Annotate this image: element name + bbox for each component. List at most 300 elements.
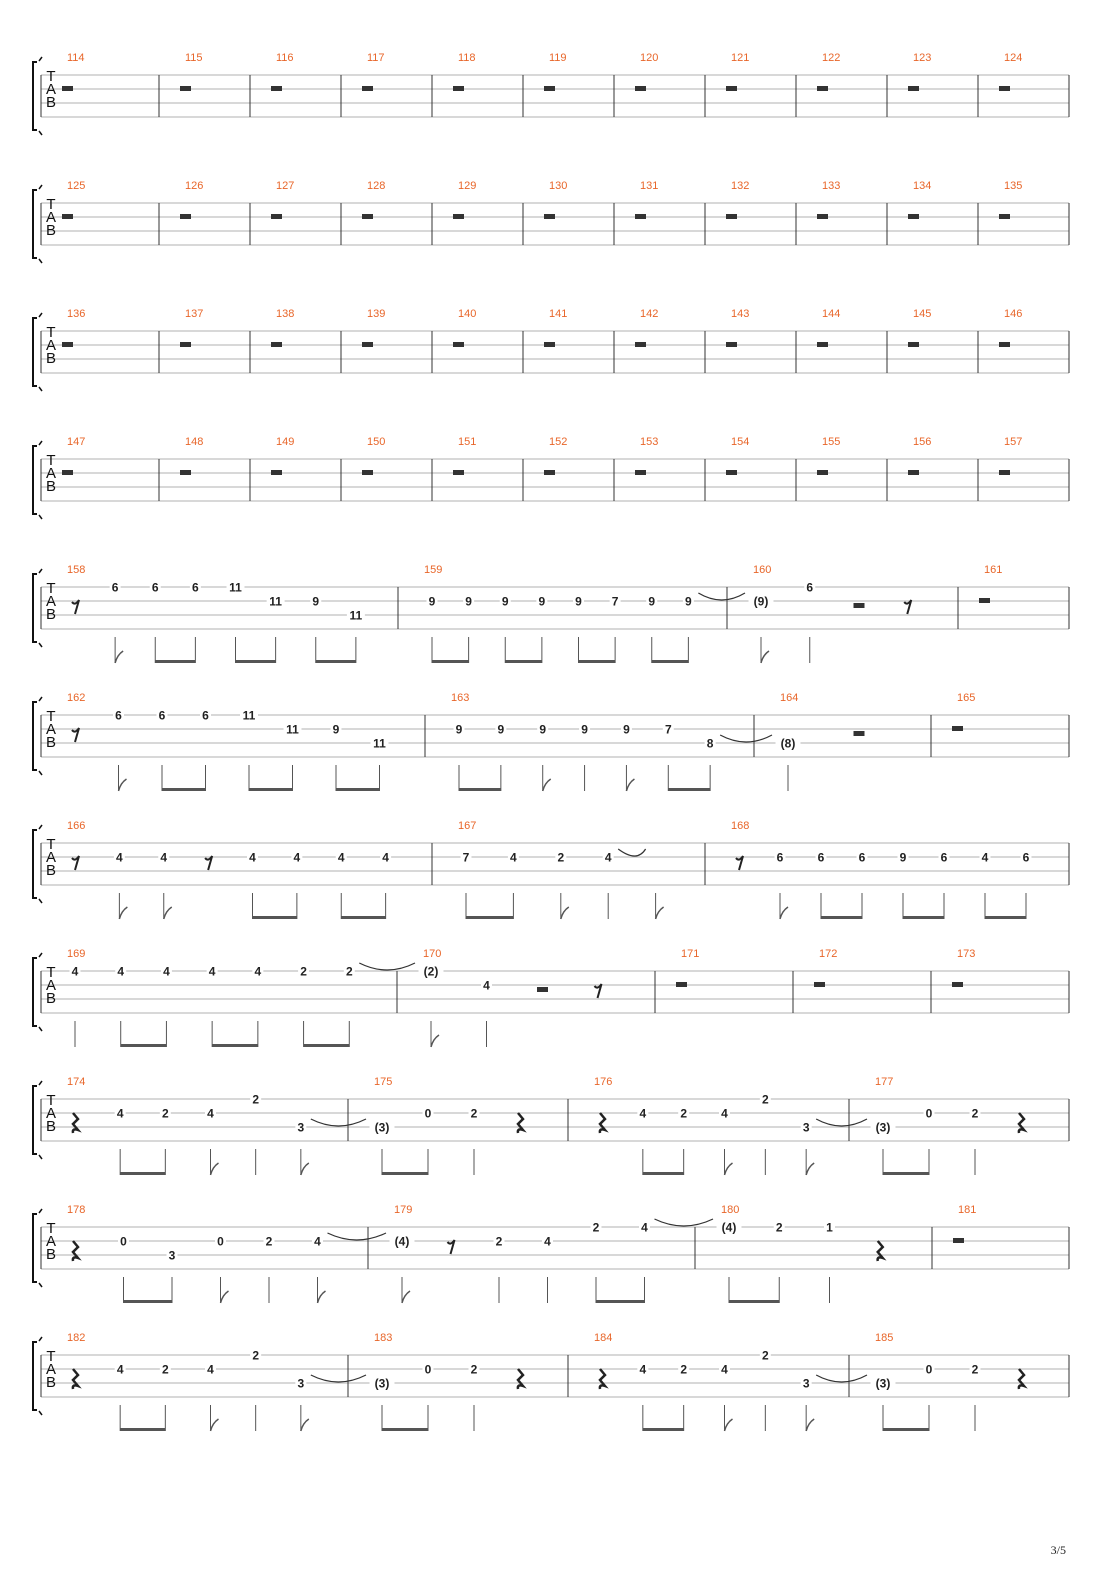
fret-number: 1: [826, 1220, 833, 1235]
measure-number: 160: [753, 564, 772, 576]
fret-number: 2: [265, 1234, 273, 1249]
fret-number: 2: [470, 1106, 478, 1121]
measure-number: 141: [549, 308, 568, 320]
fret-number: 2: [345, 964, 353, 979]
beam: [652, 660, 689, 663]
tab-clef-letter: B: [45, 1118, 57, 1135]
fret-number: 2: [971, 1362, 979, 1377]
fret-number: 9: [501, 594, 509, 609]
tie-arc: [698, 593, 745, 600]
eighth-flag: [301, 1163, 309, 1175]
beam: [643, 1172, 684, 1175]
fret-number: 9: [312, 594, 320, 609]
whole-rest: [271, 214, 282, 219]
fret-number: 2: [252, 1348, 260, 1363]
whole-rest: [999, 214, 1010, 219]
fret-number: 4: [544, 1234, 551, 1249]
fret-number: 9: [623, 722, 630, 737]
measure-number: 177: [875, 1076, 894, 1088]
system-bracket: [33, 958, 37, 1026]
measure-number: 135: [1004, 180, 1023, 192]
system-bracket: [33, 1214, 37, 1282]
bracket-hook-top: [39, 441, 42, 445]
fret-number: 11: [349, 608, 363, 623]
system-bracket: [33, 62, 37, 130]
measure-number: 158: [67, 564, 86, 576]
fret-number: (3): [875, 1120, 891, 1135]
quarter-rest: [73, 1113, 78, 1133]
bracket-hook-top: [39, 57, 42, 61]
measure-number: 138: [276, 308, 295, 320]
bracket-hook-top: [39, 313, 42, 317]
fret-number: 2: [161, 1106, 169, 1121]
measure-number: 178: [67, 1204, 86, 1216]
tab-clef-letter: T: [46, 836, 56, 853]
eighth-flag: [431, 1035, 439, 1047]
whole-rest: [62, 342, 73, 347]
tab-clef-letter: T: [46, 196, 56, 213]
fret-number: 4: [116, 850, 123, 865]
tab-clef-letter: A: [45, 1105, 57, 1122]
fret-number: 4: [639, 1106, 647, 1121]
eighth-flag: [626, 779, 634, 791]
beam: [821, 916, 862, 919]
measure-number: 150: [367, 436, 386, 448]
fret-number: 9: [455, 722, 463, 737]
measure-number: 185: [875, 1332, 894, 1344]
whole-rest: [544, 214, 555, 219]
measure-number: 164: [780, 692, 799, 704]
measure-number: 148: [185, 436, 204, 448]
fret-number: (4): [721, 1220, 737, 1235]
fret-number: 4: [337, 850, 345, 865]
measure-number: 168: [731, 820, 750, 832]
fret-number: 4: [293, 850, 301, 865]
eighth-rest: [904, 600, 911, 614]
beam: [668, 788, 710, 791]
quarter-rest: [1019, 1369, 1024, 1389]
fret-number: 0: [217, 1234, 224, 1249]
measure-number: 153: [640, 436, 659, 448]
whole-rest: [180, 470, 191, 475]
fret-number: 11: [242, 708, 256, 723]
bracket-hook-top: [39, 953, 42, 957]
eighth-rest: [736, 856, 743, 870]
fret-number: 11: [269, 594, 282, 609]
tie-arc: [816, 1375, 867, 1382]
whole-rest: [271, 342, 282, 347]
fret-number: (9): [753, 594, 769, 609]
measure-number: 133: [822, 180, 841, 192]
fret-number: 4: [207, 1362, 214, 1377]
beam: [304, 1044, 350, 1047]
tab-clef-letter: B: [45, 606, 57, 623]
fret-number: 4: [254, 964, 262, 979]
whole-rest: [180, 214, 191, 219]
bracket-hook-bottom: [39, 387, 42, 391]
beam: [466, 916, 513, 919]
fret-number: 6: [115, 708, 122, 723]
whole-rest: [999, 342, 1010, 347]
beam: [336, 788, 380, 791]
bracket-hook-top: [39, 185, 42, 189]
whole-rest: [999, 86, 1010, 91]
eighth-rest: [72, 856, 79, 870]
measure-number: 130: [549, 180, 568, 192]
eighth-rest: [205, 856, 212, 870]
fret-number: 4: [160, 850, 168, 865]
fret-number: 9: [581, 722, 588, 737]
beam: [883, 1172, 929, 1175]
whole-rest: [908, 86, 919, 91]
tab-clef-letter: T: [46, 68, 56, 85]
whole-rest: [271, 470, 282, 475]
eighth-flag: [119, 779, 127, 791]
measure-number: 152: [549, 436, 568, 448]
measure-number: 118: [458, 52, 476, 64]
measure-number: 156: [913, 436, 932, 448]
fret-number: 4: [163, 964, 170, 979]
fret-number: 6: [940, 850, 948, 865]
bracket-hook-bottom: [39, 131, 42, 135]
eighth-rest: [72, 728, 79, 742]
fret-number: 4: [117, 964, 125, 979]
tab-clef-letter: B: [45, 990, 57, 1007]
whole-rest: [817, 342, 828, 347]
measure-number: 115: [185, 52, 203, 64]
measure-number: 122: [822, 52, 841, 64]
whole-rest: [814, 982, 825, 987]
tab-clef-letter: B: [45, 1374, 57, 1391]
fret-number: 0: [424, 1106, 432, 1121]
whole-rest: [979, 598, 990, 603]
fret-number: 3: [297, 1376, 305, 1391]
measure-number: 181: [958, 1204, 977, 1216]
whole-rest: [635, 470, 646, 475]
beam: [432, 660, 469, 663]
tab-clef-letter: A: [45, 337, 57, 354]
beam: [212, 1044, 258, 1047]
eighth-flag: [656, 907, 664, 919]
measure-number: 121: [731, 52, 750, 64]
fret-number: 4: [981, 850, 989, 865]
bracket-hook-bottom: [39, 1283, 42, 1287]
fret-number: 6: [158, 708, 166, 723]
measure-number: 167: [458, 820, 477, 832]
fret-number: 4: [604, 850, 612, 865]
measure-number: 172: [819, 948, 838, 960]
fret-number: 0: [120, 1234, 127, 1249]
whole-rest: [62, 214, 73, 219]
bracket-hook-bottom: [39, 1411, 42, 1415]
beam: [596, 1300, 645, 1303]
beam: [341, 916, 385, 919]
measure-number: 170: [423, 948, 442, 960]
whole-rest: [726, 342, 737, 347]
whole-rest: [453, 342, 464, 347]
quarter-rest: [1019, 1113, 1024, 1133]
whole-rest: [635, 86, 646, 91]
whole-rest: [453, 470, 464, 475]
tab-clef-letter: T: [46, 324, 56, 341]
fret-number: 2: [680, 1106, 688, 1121]
fret-number: 6: [806, 580, 814, 595]
measure-number: 183: [374, 1332, 393, 1344]
whole-rest: [544, 470, 555, 475]
eighth-flag: [402, 1291, 410, 1303]
measure-number: 129: [458, 180, 477, 192]
fret-number: 6: [111, 580, 119, 595]
bracket-hook-top: [39, 1337, 42, 1341]
eighth-flag: [301, 1419, 309, 1431]
fret-number: 6: [1022, 850, 1030, 865]
measure-number: 154: [731, 436, 750, 448]
eighth-flag: [725, 1419, 733, 1431]
fret-number: 2: [592, 1220, 600, 1235]
fret-number: 6: [858, 850, 866, 865]
measure-number: 123: [913, 52, 932, 64]
bracket-hook-top: [39, 697, 42, 701]
fret-number: 6: [202, 708, 209, 723]
fret-number: 4: [641, 1220, 648, 1235]
fret-number: 9: [685, 594, 692, 609]
beam: [236, 660, 276, 663]
fret-number: 9: [497, 722, 505, 737]
measure-number: 126: [185, 180, 204, 192]
bracket-hook-bottom: [39, 771, 42, 775]
measure-number: 136: [67, 308, 86, 320]
fret-number: 6: [817, 850, 825, 865]
fret-number: 4: [639, 1362, 647, 1377]
tab-clef-letter: T: [46, 964, 56, 981]
measure-number: 146: [1004, 308, 1023, 320]
measure-number: 139: [367, 308, 386, 320]
whole-rest: [908, 214, 919, 219]
tab-clef-letter: A: [45, 1361, 57, 1378]
beam: [249, 788, 293, 791]
tab-clef-letter: T: [46, 1220, 56, 1237]
quarter-rest: [73, 1369, 78, 1389]
fret-number: 0: [424, 1362, 432, 1377]
fret-number: 2: [161, 1362, 169, 1377]
measure-number: 119: [549, 52, 567, 64]
fret-number: 4: [483, 978, 490, 993]
fret-number: 2: [761, 1092, 769, 1107]
tab-clef-letter: T: [46, 1348, 56, 1365]
whole-rest: [999, 470, 1010, 475]
fret-number: (3): [374, 1376, 390, 1391]
quarter-rest: [600, 1113, 605, 1133]
tab-clef-letter: A: [45, 977, 57, 994]
measure-number: 162: [67, 692, 86, 704]
measure-number: 180: [721, 1204, 740, 1216]
beam: [120, 1428, 165, 1431]
bracket-hook-bottom: [39, 1155, 42, 1159]
tab-clef-letter: A: [45, 593, 57, 610]
page-number: 3/5: [1050, 1543, 1066, 1557]
measure-number: 145: [913, 308, 932, 320]
measure-number: 173: [957, 948, 976, 960]
fret-number: 2: [252, 1092, 260, 1107]
fret-number: 7: [462, 850, 470, 865]
tab-clef-letter: A: [45, 465, 57, 482]
measure-number: 125: [67, 180, 86, 192]
fret-number: 9: [539, 722, 547, 737]
fret-number: 2: [300, 964, 307, 979]
beam: [382, 1428, 428, 1431]
measure-number: 165: [957, 692, 976, 704]
fret-number: 2: [680, 1362, 688, 1377]
bracket-hook-top: [39, 569, 42, 573]
measure-number: 131: [640, 180, 659, 192]
tab-clef-letter: B: [45, 350, 57, 367]
tie-arc: [720, 735, 772, 742]
whole-rest: [362, 214, 373, 219]
fret-number: 6: [151, 580, 159, 595]
fret-number: 9: [648, 594, 656, 609]
bracket-hook-bottom: [39, 899, 42, 903]
fret-number: 9: [428, 594, 436, 609]
eighth-flag: [780, 907, 788, 919]
fret-number: 4: [721, 1106, 728, 1121]
bracket-hook-top: [39, 1209, 42, 1213]
half-rest: [854, 603, 865, 608]
measure-number: 116: [276, 52, 294, 64]
tab-clef-letter: B: [45, 862, 57, 879]
fret-number: 4: [510, 850, 517, 865]
system-bracket: [33, 1342, 37, 1410]
fret-number: 2: [775, 1220, 783, 1235]
eighth-flag: [164, 907, 172, 919]
tie-arc: [816, 1119, 867, 1126]
quarter-rest: [518, 1113, 523, 1133]
bracket-hook-bottom: [39, 515, 42, 519]
measure-number: 184: [594, 1332, 613, 1344]
system-bracket: [33, 830, 37, 898]
fret-number: 11: [286, 722, 299, 737]
measure-number: 157: [1004, 436, 1023, 448]
system-bracket: [33, 446, 37, 514]
measure-number: 182: [67, 1332, 86, 1344]
beam: [162, 788, 206, 791]
fret-number: 2: [470, 1362, 478, 1377]
measure-number: 132: [731, 180, 750, 192]
whole-rest: [453, 214, 464, 219]
beam: [121, 1044, 167, 1047]
measure-number: 179: [394, 1204, 413, 1216]
fret-number: (8): [780, 736, 796, 751]
measure-number: 151: [458, 436, 477, 448]
beam: [124, 1300, 173, 1303]
whole-rest: [180, 342, 191, 347]
eighth-flag: [211, 1419, 219, 1431]
bracket-hook-bottom: [39, 643, 42, 647]
beam: [985, 916, 1026, 919]
tab-clef-letter: T: [46, 708, 56, 725]
beam: [643, 1428, 684, 1431]
measure-number: 120: [640, 52, 659, 64]
fret-number: 9: [332, 722, 340, 737]
half-rest: [537, 987, 548, 992]
fret-number: 6: [776, 850, 784, 865]
whole-rest: [453, 86, 464, 91]
fret-number: 2: [761, 1348, 769, 1363]
fret-number: (2): [423, 964, 439, 979]
quarter-rest: [518, 1369, 523, 1389]
whole-rest: [908, 342, 919, 347]
tab-clef-letter: T: [46, 580, 56, 597]
whole-rest: [953, 1238, 964, 1243]
measure-number: 159: [424, 564, 443, 576]
whole-rest: [544, 342, 555, 347]
quarter-rest: [73, 1241, 78, 1261]
measure-number: 161: [984, 564, 1003, 576]
fret-number: 6: [192, 580, 199, 595]
whole-rest: [817, 470, 828, 475]
tie-arc: [311, 1119, 366, 1126]
eighth-rest: [595, 984, 602, 998]
tie-arc: [328, 1233, 387, 1240]
fret-number: 3: [168, 1248, 176, 1263]
beam: [505, 660, 542, 663]
measure-number: 176: [594, 1076, 613, 1088]
measure-number: 143: [731, 308, 750, 320]
whole-rest: [180, 86, 191, 91]
whole-rest: [908, 470, 919, 475]
tab-clef-letter: A: [45, 849, 57, 866]
measure-number: 171: [681, 948, 700, 960]
whole-rest: [362, 342, 373, 347]
tab-clef-letter: A: [45, 721, 57, 738]
measure-number: 166: [67, 820, 86, 832]
tab-clef-letter: B: [45, 222, 57, 239]
whole-rest: [635, 214, 646, 219]
fret-number: 4: [382, 850, 389, 865]
tab-clef-letter: B: [45, 94, 57, 111]
beam: [120, 1172, 165, 1175]
fret-number: 0: [925, 1362, 933, 1377]
whole-rest: [952, 982, 963, 987]
beam: [459, 788, 501, 791]
measure-number: 147: [67, 436, 86, 448]
bracket-hook-top: [39, 825, 42, 829]
system-bracket: [33, 1086, 37, 1154]
beam: [903, 916, 944, 919]
fret-number: 3: [802, 1120, 810, 1135]
fret-number: 4: [71, 964, 79, 979]
quarter-rest: [600, 1369, 605, 1389]
fret-number: 4: [207, 1106, 214, 1121]
tie-arc: [311, 1375, 366, 1382]
tab-clef-letter: B: [45, 734, 57, 751]
eighth-rest: [448, 1240, 455, 1254]
measure-number: 137: [185, 308, 204, 320]
tie-arc: [618, 849, 645, 856]
tab-clef-letter: B: [45, 1246, 57, 1263]
fret-number: 4: [249, 850, 256, 865]
fret-number: 7: [664, 722, 672, 737]
tab-clef-letter: T: [46, 452, 56, 469]
eighth-rest: [72, 600, 79, 614]
eighth-flag: [806, 1163, 814, 1175]
measure-number: 140: [458, 308, 477, 320]
measure-number: 155: [822, 436, 841, 448]
fret-number: 2: [495, 1234, 503, 1249]
beam: [382, 1172, 428, 1175]
fret-number: 4: [208, 964, 216, 979]
half-rest: [854, 731, 865, 736]
eighth-flag: [221, 1291, 229, 1303]
